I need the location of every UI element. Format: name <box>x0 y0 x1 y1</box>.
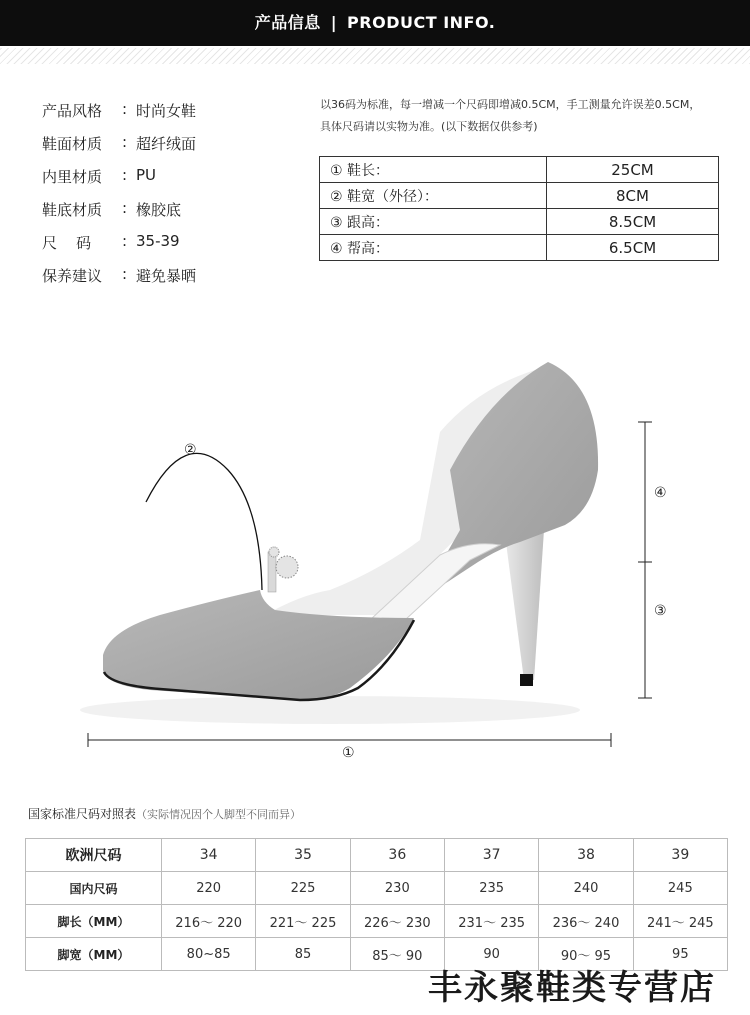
spec-value: 35-39 <box>136 232 180 250</box>
width-arc-line <box>146 453 262 590</box>
table-cell: 85 <box>256 938 350 971</box>
table-cell: 236～ 240 <box>539 905 633 938</box>
measurement-label: ③ 跟高： <box>320 209 547 235</box>
store-name: 丰永聚鞋类专营店 <box>428 968 716 1008</box>
table-cell: 231～ 235 <box>444 905 538 938</box>
shoe-diagram <box>0 330 750 790</box>
header-separator: | <box>330 13 338 32</box>
spec-colon: : <box>122 232 128 250</box>
spec-colon: : <box>122 265 128 283</box>
table-cell: 37 <box>444 839 538 872</box>
table-cell: 241～ 245 <box>633 905 727 938</box>
table-row <box>26 872 728 905</box>
page-header <box>0 0 750 46</box>
heel-tip <box>520 674 533 686</box>
spec-value: 时尚女鞋 <box>136 102 197 120</box>
measurement-label: ① 鞋长： <box>320 157 547 183</box>
spec-label: 鞋面材质 <box>42 135 103 153</box>
row-header: 国内尺码 <box>26 872 162 905</box>
table-cell: 221～ 225 <box>256 905 350 938</box>
row-header: 欧洲尺码 <box>26 839 162 872</box>
table-cell: 85～ 90 <box>350 938 444 971</box>
marker-upper-height: ④ <box>654 485 667 501</box>
table-row <box>26 905 728 938</box>
marker-width: ② <box>184 442 197 458</box>
table-cell: 230 <box>350 872 444 905</box>
size-note-line2: 具体尺码请以实物为准。(以下数据仅供参考) <box>320 120 538 133</box>
spec-colon: : <box>122 100 128 118</box>
table-cell: 80~85 <box>162 938 256 971</box>
rhinestone-ball <box>276 556 298 578</box>
size-table-title-text: 国家标准尺码对照表 <box>28 807 137 821</box>
spec-row <box>42 100 196 133</box>
table-cell: 39 <box>633 839 727 872</box>
table-cell: 225 <box>256 872 350 905</box>
measurement-label: ④ 帮高： <box>320 235 547 261</box>
measurement-value: 8CM <box>547 183 719 209</box>
spec-value: PU <box>136 166 157 184</box>
measurement-label: ② 鞋宽（外径）： <box>320 183 547 209</box>
measurement-row <box>320 157 719 183</box>
table-cell: 35 <box>256 839 350 872</box>
shoe-shadow <box>80 696 580 724</box>
marker-heel-height: ③ <box>654 603 667 619</box>
size-table <box>25 838 728 971</box>
spec-value: 橡胶底 <box>136 201 182 219</box>
spec-row <box>42 133 196 166</box>
spec-label: 鞋底材质 <box>42 201 103 219</box>
table-cell: 220 <box>162 872 256 905</box>
spec-row <box>42 166 196 199</box>
table-cell: 95 <box>633 938 727 971</box>
spec-list <box>42 100 196 298</box>
table-row <box>26 839 728 872</box>
measurement-value: 8.5CM <box>547 209 719 235</box>
table-cell: 90 <box>444 938 538 971</box>
row-header: 脚长（MM） <box>26 905 162 938</box>
size-note <box>320 94 740 138</box>
spec-label: 保养建议 <box>42 267 103 285</box>
spec-label: 尺 码 <box>42 234 92 252</box>
table-cell: 235 <box>444 872 538 905</box>
rhinestone-stem <box>268 552 276 592</box>
spec-colon: : <box>122 133 128 151</box>
table-cell: 216～ 220 <box>162 905 256 938</box>
header-title-cn: 产品信息 <box>254 13 321 32</box>
size-table-subtitle: （实际情况因个人脚型不同而异） <box>136 808 302 821</box>
measurement-table <box>319 156 719 261</box>
spec-row <box>42 232 196 265</box>
measurement-row <box>320 235 719 261</box>
spec-label: 产品风格 <box>42 102 103 120</box>
spec-row <box>42 265 196 298</box>
measurement-row <box>320 209 719 235</box>
size-note-line1: 以36码为标准，每一增减一个尺码即增减0.5CM，手工测量允许误差0.5CM， <box>320 98 701 111</box>
spec-value: 超纤绒面 <box>136 135 197 153</box>
measurement-value: 25CM <box>547 157 719 183</box>
table-cell: 226～ 230 <box>350 905 444 938</box>
size-table-title <box>28 805 301 822</box>
row-header: 脚宽（MM） <box>26 938 162 971</box>
table-cell: 90～ 95 <box>539 938 633 971</box>
table-cell: 36 <box>350 839 444 872</box>
spec-colon: : <box>122 166 128 184</box>
marker-length: ① <box>342 745 355 761</box>
spec-value: 避免暴晒 <box>136 267 197 285</box>
table-cell: 240 <box>539 872 633 905</box>
spec-colon: : <box>122 199 128 217</box>
hatch-divider <box>0 48 750 64</box>
spec-label: 内里材质 <box>42 168 103 186</box>
header-title-en: PRODUCT INFO. <box>347 13 496 32</box>
spec-row <box>42 199 196 232</box>
measurement-value: 6.5CM <box>547 235 719 261</box>
table-cell: 245 <box>633 872 727 905</box>
measurement-row <box>320 183 719 209</box>
table-cell: 34 <box>162 839 256 872</box>
table-cell: 38 <box>539 839 633 872</box>
rhinestone-cap <box>269 547 279 557</box>
